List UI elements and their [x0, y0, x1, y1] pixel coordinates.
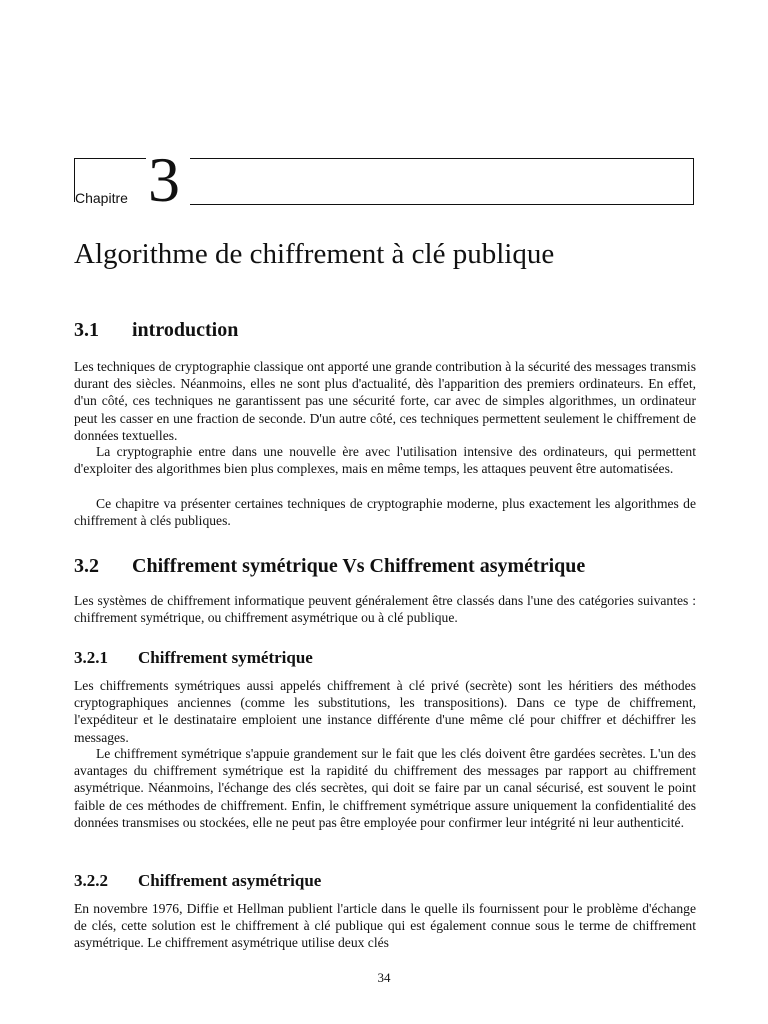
- chapter-label: Chapitre: [75, 190, 128, 206]
- section-number: 3.2: [74, 555, 99, 577]
- frame-rule: [74, 158, 146, 159]
- subsection-title: Chiffrement asymétrique: [138, 871, 322, 890]
- chapter-title: Algorithme de chiffrement à clé publique: [74, 238, 555, 270]
- paragraph: En novembre 1976, Diffie et Hellman publient l'article dans le quelle ils fournissent pour le problème d'échange de clés, cette solution est le chiffrement à clé publique qui est également connue sous le terme de chiffrement asymétrique. Le chiffrement asymétrique utilise deux clés: [74, 901, 696, 951]
- subsection-heading-3-2-2: [74, 870, 321, 892]
- subsection-number: 3.2.1: [74, 648, 108, 667]
- chapter-number: 3: [148, 144, 180, 215]
- paragraph: Le chiffrement symétrique s'appuie grandement sur le fait que les clés doivent être gardées secrètes. L'un des avantages du chiffrement symétrique est la rapidité du chiffrement des messages par rapport au chiffrement asymétrique. Néanmoins, l'échange des clés secrètes, qui doit se faire par un canal sécurisé, est souvent le point faible de ces méthodes de chiffrement. Enfin, le chiffrement symétrique assure uniquement la confidentialité des données transmises ou stockées, elle ne peut pas être employée pour confirmer leur intégrité ni leur authenticité.: [74, 746, 696, 830]
- paragraph: Ce chapitre va présenter certaines techniques de cryptographie moderne, plus exactement les algorithmes de chiffrement à clés publiques.: [74, 496, 696, 529]
- section-number: 3.1: [74, 319, 99, 341]
- frame-rule: [190, 204, 694, 205]
- paragraph: Les chiffrements symétriques aussi appelés chiffrement à clé privé (secrète) sont les héritiers des méthodes cryptographiques anciennes (comme les substitutions, les transpositions). Dans ce type de chiffrement, l'expéditeur et le destinataire emploient une instance différente d'une même clé pour chiffrer et déchiffrer les messages.: [74, 678, 696, 745]
- paragraph: Les techniques de cryptographie classique ont apporté une grande contribution à la sécurité des messages transmis durant des siècles. Néanmoins, elles ne sont plus d'actualité, dès l'apparition des premiers ordinateurs. En effet, d'un côté, ces techniques ne garantissent pas une sécurité forte, car avec de simples algorithmes, un ordinateur peut les casser en une fraction de seconde. D'un autre côté, ces techniques permettent seulement le chiffrement de données textuelles.: [74, 359, 696, 443]
- subsection-heading-3-2-1: [74, 647, 313, 669]
- paragraph: Les systèmes de chiffrement informatique peuvent généralement être classés dans l'une des catégories suivantes : chiffrement symétrique, ou chiffrement asymétrique ou à clé publique.: [74, 593, 696, 626]
- page-number: 34: [377, 970, 391, 985]
- frame-rule: [190, 158, 694, 159]
- subsection-title: Chiffrement symétrique: [138, 648, 313, 667]
- subsection-number: 3.2.2: [74, 871, 108, 890]
- paragraph: La cryptographie entre dans une nouvelle ère avec l'utilisation intensive des ordinateurs, qui permettent d'exploiter des algorithmes bien plus complexes, mais en même temps, les attaques peuvent être automatisées.: [74, 444, 696, 477]
- section-heading-3-2: [74, 554, 585, 578]
- frame-rule: [693, 158, 694, 204]
- section-title: introduction: [132, 319, 239, 341]
- section-title: Chiffrement symétrique Vs Chiffrement asymétrique: [132, 555, 586, 577]
- section-heading-3-1: [74, 318, 238, 342]
